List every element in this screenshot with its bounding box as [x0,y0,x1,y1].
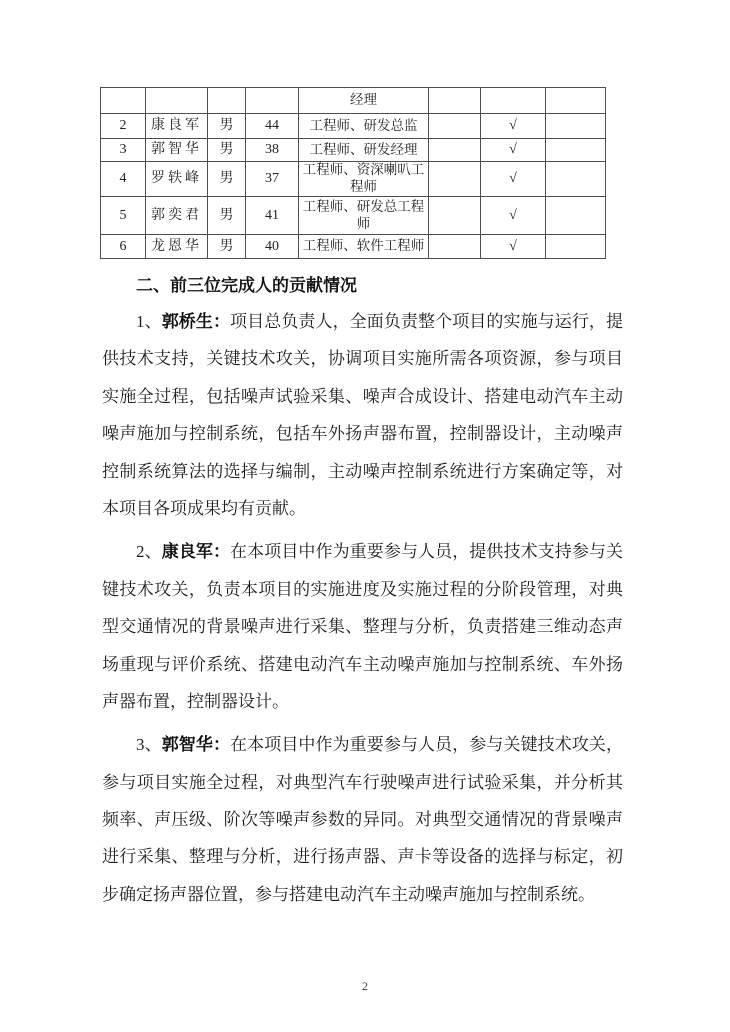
cell-checkmark: √ [481,114,546,139]
cell-blank [546,162,606,197]
page-number: 2 [362,979,368,993]
paragraph-text: 在本项目中作为重要参与人员，参与关键技术攻关，参与项目实施全过程，对典型汽车行驶噪声进行试验采集，并分析其频率、声压级、阶次等噪声参数的异同。对典型交通情况的背景噪声进行采集、整理与分析，进行扬声器、声卡等设备的选择与标定，初步确定扬声器位置，参与搭建电动汽车主动噪声施加与控制系统。 [102,735,624,904]
cell-index: 2 [101,114,146,139]
cell-blank [546,139,606,162]
completers-table-grid [100,87,606,259]
cell-index: 5 [101,197,146,235]
cell-index [101,88,146,114]
cell-age: 37 [246,162,299,197]
cell-index: 4 [101,162,146,197]
cell-name: 郭奕君 [146,197,208,235]
contributor-name: 康良军： [161,542,231,562]
paragraph-number: 2、 [136,542,162,562]
section-heading: 二、前三位完成人的贡献情况 [136,276,357,295]
cell-blank [546,114,606,139]
paragraph-number: 1、 [136,312,162,331]
cell-blank [429,235,481,259]
cell-title: 经理 [299,88,429,114]
cell-blank [429,197,481,235]
table-row [101,162,606,197]
cell-checkmark: √ [481,139,546,162]
cell-age: 44 [246,114,299,139]
cell-blank [429,114,481,139]
cell-gender: 男 [208,235,246,259]
cell-age: 41 [246,197,299,235]
body-text-area [102,269,623,919]
cell-checkmark: √ [481,197,546,235]
completers-table [100,87,606,259]
cell-title: 工程师、软件工程师 [299,235,429,259]
cell-gender: 男 [208,197,246,235]
cell-name: 罗轶峰 [146,162,208,197]
cell-checkmark: √ [481,235,546,259]
cell-name: 康良军 [146,114,208,139]
cell-blank [546,88,606,114]
cell-index: 3 [101,139,146,162]
cell-age: 38 [246,139,299,162]
cell-gender: 男 [208,139,246,162]
cell-name: 郭智华 [146,139,208,162]
cell-name: 龙恩华 [146,235,208,259]
cell-index: 6 [101,235,146,259]
cell-age: 40 [246,235,299,259]
table-row [101,235,606,259]
contribution-paragraph-2 [102,533,623,720]
cell-checkmark: √ [481,162,546,197]
table-row [101,139,606,162]
cell-gender: 男 [208,114,246,139]
table-row [101,114,606,139]
cell-checkmark [481,88,546,114]
cell-blank [429,88,481,114]
table-row [101,88,606,114]
paragraph-text: 在本项目中作为重要参与人员，提供技术支持参与关键技术攻关，负责本项目的实施进度及实施过程的分阶段管理，对典型交通情况的背景噪声进行采集、整理与分析，负责搭建三维动态声场重现与评价系统、搭建电动汽车主动噪声施加与控制系统、车外扬声器布置，控制器设计。 [102,542,624,711]
cell-title: 工程师、研发总工程师 [299,197,429,235]
cell-blank [429,162,481,197]
cell-name [146,88,208,114]
cell-gender: 男 [208,162,246,197]
table-row [101,197,606,235]
cell-title: 工程师、研发总监 [299,114,429,139]
contributor-name: 郭桥生： [161,312,231,331]
cell-title: 工程师、资深喇叭工程师 [299,162,429,197]
contributor-name: 郭智华： [161,735,231,755]
cell-blank [429,139,481,162]
paragraph-text: 项目总负责人，全面负责整个项目的实施与运行，提供技术支持，关键技术攻关，协调项目实施所需各项资源，参与项目实施全过程，包括噪声试验采集、噪声合成设计、搭建电动汽车主动噪声施加与控制系统，包括车外扬声器布置，控制器设计，主动噪声控制系统算法的选择与编制，主动噪声控制系统进行方案确定等，对本项目各项成果均有贡献。 [102,312,624,518]
cell-blank [546,235,606,259]
cell-blank [546,197,606,235]
paragraph-number: 3、 [136,735,162,755]
cell-title: 工程师、研发经理 [299,139,429,162]
contribution-paragraph-3 [102,726,623,913]
cell-age [246,88,299,114]
contribution-paragraph-1 [102,303,623,527]
cell-gender [208,88,246,114]
